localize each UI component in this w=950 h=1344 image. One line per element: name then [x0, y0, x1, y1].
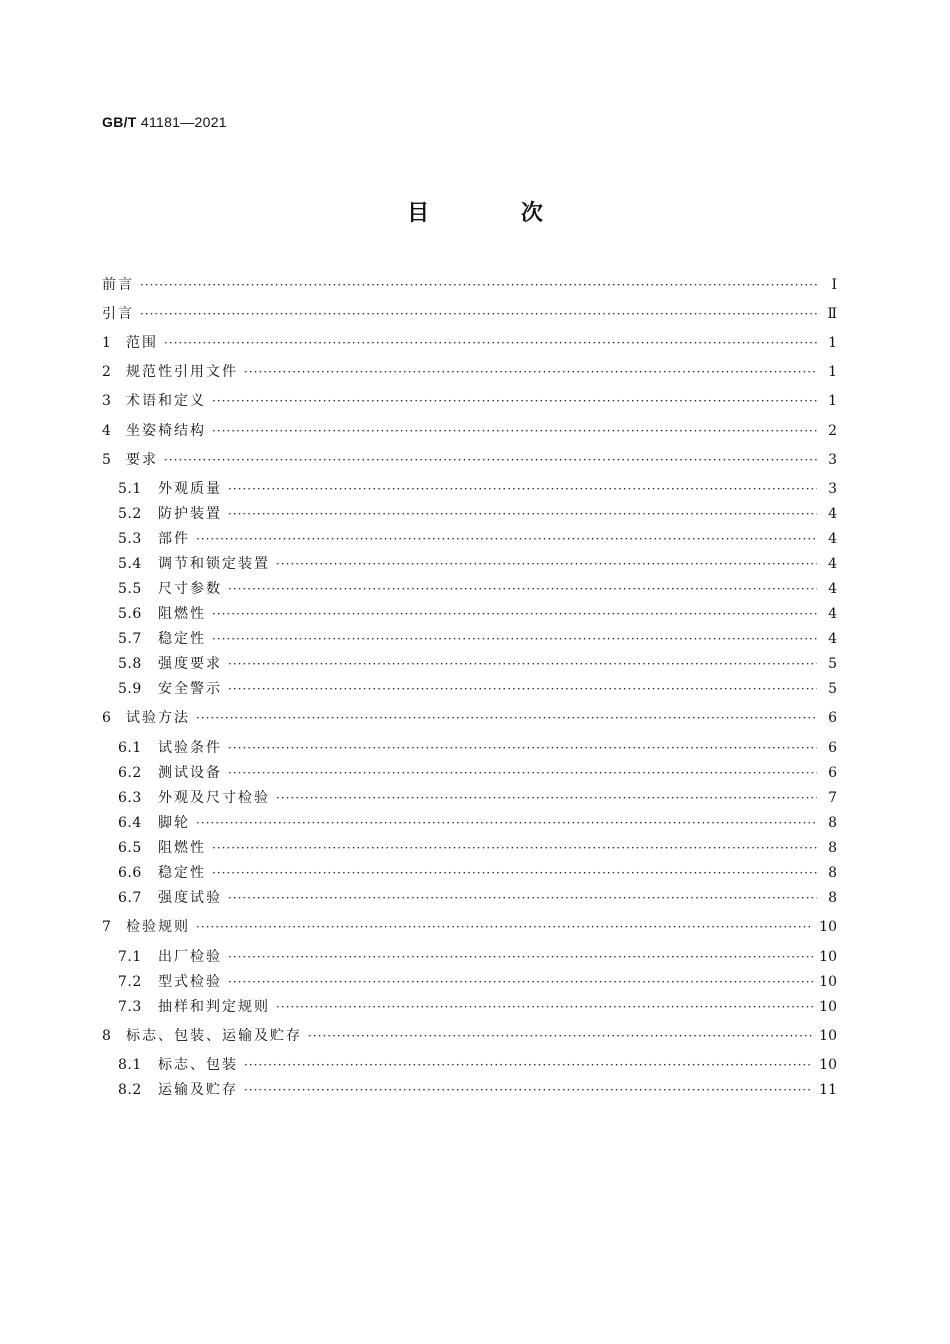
toc-leader-dots — [228, 763, 817, 783]
toc-entry-number: 7 — [102, 919, 112, 935]
toc-entry[interactable] — [118, 629, 837, 649]
toc-entry[interactable] — [102, 917, 837, 937]
toc-entry-number: 6.2 — [118, 765, 142, 781]
toc-leader-dots — [212, 391, 817, 411]
toc-entry-label: 坐姿椅结构 — [126, 423, 206, 439]
toc-entry-number: 6.3 — [118, 790, 142, 806]
toc-leader-dots — [228, 947, 813, 967]
toc-entry-number: 7.2 — [118, 974, 142, 990]
toc-entry[interactable] — [102, 1026, 837, 1046]
toc-entry-page: 3 — [828, 481, 837, 497]
toc-entry-page: 3 — [828, 452, 837, 468]
toc-entry-page: Ⅱ — [827, 306, 837, 322]
toc-entry-page: 8 — [828, 890, 837, 906]
toc-leader-dots — [228, 579, 817, 599]
toc-leader-dots — [228, 972, 813, 992]
toc-entry-number: 6.4 — [118, 815, 142, 831]
toc-entry-label: 强度试验 — [158, 890, 222, 906]
toc-entry-label: 外观质量 — [158, 481, 222, 497]
toc-leader-dots — [276, 554, 817, 574]
toc-leader-dots — [212, 863, 817, 883]
toc-leader-dots — [244, 362, 817, 382]
toc-leader-dots — [140, 304, 817, 324]
toc-entry-label: 阻燃性 — [158, 606, 206, 622]
toc-entry-number: 4 — [102, 423, 112, 439]
toc-entry[interactable] — [102, 333, 837, 353]
toc-entry-label: 规范性引用文件 — [126, 364, 238, 380]
toc-leader-dots — [164, 450, 817, 470]
toc-entry[interactable] — [102, 391, 837, 411]
toc-entry[interactable] — [118, 604, 837, 624]
toc-entry-number: 6.5 — [118, 840, 142, 856]
toc-entry[interactable] — [118, 888, 837, 908]
toc-leader-dots — [140, 275, 817, 295]
toc-entry-number: 5.4 — [118, 556, 142, 572]
toc-entry-page: 10 — [819, 1028, 837, 1044]
toc-entry-page: 1 — [828, 393, 837, 409]
toc-leader-dots — [196, 917, 813, 937]
toc-entry-number: 5.1 — [118, 481, 142, 497]
toc-entry[interactable] — [118, 863, 837, 883]
toc-entry-page: 4 — [828, 606, 837, 622]
toc-entry-number: 5.7 — [118, 631, 142, 647]
toc-entry[interactable] — [118, 813, 837, 833]
toc-entry[interactable] — [118, 504, 837, 524]
standard-prefix: GB/T — [102, 114, 137, 130]
toc-entry-page: 1 — [828, 364, 837, 380]
toc-entry-page: Ⅰ — [831, 277, 837, 293]
toc-entry[interactable] — [118, 554, 837, 574]
toc-entry-label: 要求 — [126, 452, 158, 468]
toc-entry[interactable] — [102, 304, 837, 324]
toc-entry-number: 3 — [102, 393, 112, 409]
toc-entry-label: 稳定性 — [158, 865, 206, 881]
toc-entry-label: 抽样和判定规则 — [158, 999, 270, 1015]
toc-entry-label: 阻燃性 — [158, 840, 206, 856]
toc-entry-number: 1 — [102, 335, 112, 351]
toc-leader-dots — [212, 604, 817, 624]
toc-entry-label: 安全警示 — [158, 681, 222, 697]
toc-entry-page: 5 — [828, 656, 837, 672]
toc-entry[interactable] — [102, 708, 837, 728]
toc-entry-number: 8.1 — [118, 1057, 142, 1073]
toc-entry-number: 5.5 — [118, 581, 142, 597]
toc-leader-dots — [228, 888, 817, 908]
toc-leader-dots — [196, 708, 817, 728]
toc-entry[interactable] — [102, 450, 837, 470]
toc-entry-number: 5.9 — [118, 681, 142, 697]
toc-entry-label: 术语和定义 — [126, 393, 206, 409]
toc-entry-label: 稳定性 — [158, 631, 206, 647]
toc-leader-dots — [196, 529, 817, 549]
page-title: 目 次 — [407, 201, 585, 226]
toc-leader-dots — [228, 654, 817, 674]
toc-entry-label: 试验方法 — [126, 710, 190, 726]
toc-entry-page: 4 — [828, 506, 837, 522]
toc-entry-number: 5.2 — [118, 506, 142, 522]
toc-entry[interactable] — [118, 997, 837, 1017]
toc-leader-dots — [276, 788, 817, 808]
toc-entry-number: 7.3 — [118, 999, 142, 1015]
toc-entry-page: 8 — [828, 865, 837, 881]
toc-entry-page: 6 — [828, 765, 837, 781]
toc-entry[interactable] — [118, 972, 837, 992]
toc-entry-page: 4 — [828, 581, 837, 597]
toc-entry-page: 10 — [819, 949, 837, 965]
toc-entry[interactable] — [118, 479, 837, 499]
toc-entry[interactable] — [118, 679, 837, 699]
toc-entry-page: 4 — [828, 531, 837, 547]
toc-entry-number: 6 — [102, 710, 112, 726]
toc-entry[interactable] — [118, 1080, 837, 1100]
toc-entry-label: 外观及尺寸检验 — [158, 790, 270, 806]
standard-code — [102, 114, 227, 130]
toc-entry-label: 运输及贮存 — [158, 1082, 238, 1098]
toc-leader-dots — [212, 629, 817, 649]
toc-entry[interactable] — [118, 579, 837, 599]
toc-entry-page: 11 — [819, 1082, 837, 1098]
toc-entry-page: 10 — [819, 999, 837, 1015]
toc-leader-dots — [276, 997, 813, 1017]
toc-entry-page: 10 — [819, 919, 837, 935]
toc-entry-label: 前言 — [102, 277, 134, 293]
toc-entry-label: 检验规则 — [126, 919, 190, 935]
toc-entry[interactable] — [118, 654, 837, 674]
toc-leader-dots — [244, 1055, 813, 1075]
toc-entry-page: 4 — [828, 556, 837, 572]
toc-entry-label: 调节和锁定装置 — [158, 556, 270, 572]
toc-entry-number: 5.6 — [118, 606, 142, 622]
toc-leader-dots — [196, 813, 817, 833]
toc-leader-dots — [164, 333, 817, 353]
toc-entry[interactable] — [118, 763, 837, 783]
standard-number: 41181—2021 — [140, 114, 227, 130]
toc-entry[interactable] — [118, 529, 837, 549]
toc-entry-page: 8 — [828, 840, 837, 856]
toc-entry-label: 标志、包装、运输及贮存 — [126, 1028, 302, 1044]
toc-entry-number: 8.2 — [118, 1082, 142, 1098]
toc-entry[interactable] — [118, 1055, 837, 1075]
toc-entry-label: 引言 — [102, 306, 134, 322]
toc-entry-number: 6.1 — [118, 740, 142, 756]
toc-entry-page: 1 — [828, 335, 837, 351]
toc-entry[interactable] — [118, 788, 837, 808]
toc-entry-page: 6 — [828, 710, 837, 726]
toc-leader-dots — [244, 1080, 813, 1100]
toc-entry[interactable] — [118, 838, 837, 858]
toc-entry-page: 6 — [828, 740, 837, 756]
toc-leader-dots — [228, 504, 817, 524]
toc-entry-label: 试验条件 — [158, 740, 222, 756]
toc-entry-label: 标志、包装 — [158, 1057, 238, 1073]
toc-entry[interactable] — [102, 275, 837, 295]
toc-leader-dots — [212, 421, 817, 441]
toc-leader-dots — [228, 738, 817, 758]
toc-entry-label: 脚轮 — [158, 815, 190, 831]
toc-entry[interactable] — [118, 947, 837, 967]
toc-entry-page: 8 — [828, 815, 837, 831]
toc-entry-label: 部件 — [158, 531, 190, 547]
toc-leader-dots — [228, 479, 817, 499]
toc-entry[interactable] — [102, 421, 837, 441]
toc-entry-label: 出厂检验 — [158, 949, 222, 965]
toc-entry-page: 10 — [819, 974, 837, 990]
toc-entry-number: 5.3 — [118, 531, 142, 547]
toc-entry-page: 10 — [819, 1057, 837, 1073]
toc-entry-number: 7.1 — [118, 949, 142, 965]
toc-entry-label: 型式检验 — [158, 974, 222, 990]
toc-entry[interactable] — [102, 362, 837, 382]
toc-entry-number: 2 — [102, 364, 112, 380]
toc-entry-number: 8 — [102, 1028, 112, 1044]
toc-leader-dots — [212, 838, 817, 858]
toc-entry-label: 尺寸参数 — [158, 581, 222, 597]
toc-entry-number: 5.8 — [118, 656, 142, 672]
toc-entry[interactable] — [118, 738, 837, 758]
toc-leader-dots — [308, 1026, 813, 1046]
toc-entry-label: 强度要求 — [158, 656, 222, 672]
toc-entry-label: 防护装置 — [158, 506, 222, 522]
toc-entry-page: 7 — [828, 790, 837, 806]
toc-entry-page: 4 — [828, 631, 837, 647]
toc-entry-label: 范围 — [126, 335, 158, 351]
toc-leader-dots — [228, 679, 817, 699]
toc-entry-number: 6.6 — [118, 865, 142, 881]
toc-entry-page: 5 — [828, 681, 837, 697]
toc-entry-label: 测试设备 — [158, 765, 222, 781]
toc-entry-number: 6.7 — [118, 890, 142, 906]
toc-entry-number: 5 — [102, 452, 112, 468]
toc-entry-page: 2 — [828, 423, 837, 439]
